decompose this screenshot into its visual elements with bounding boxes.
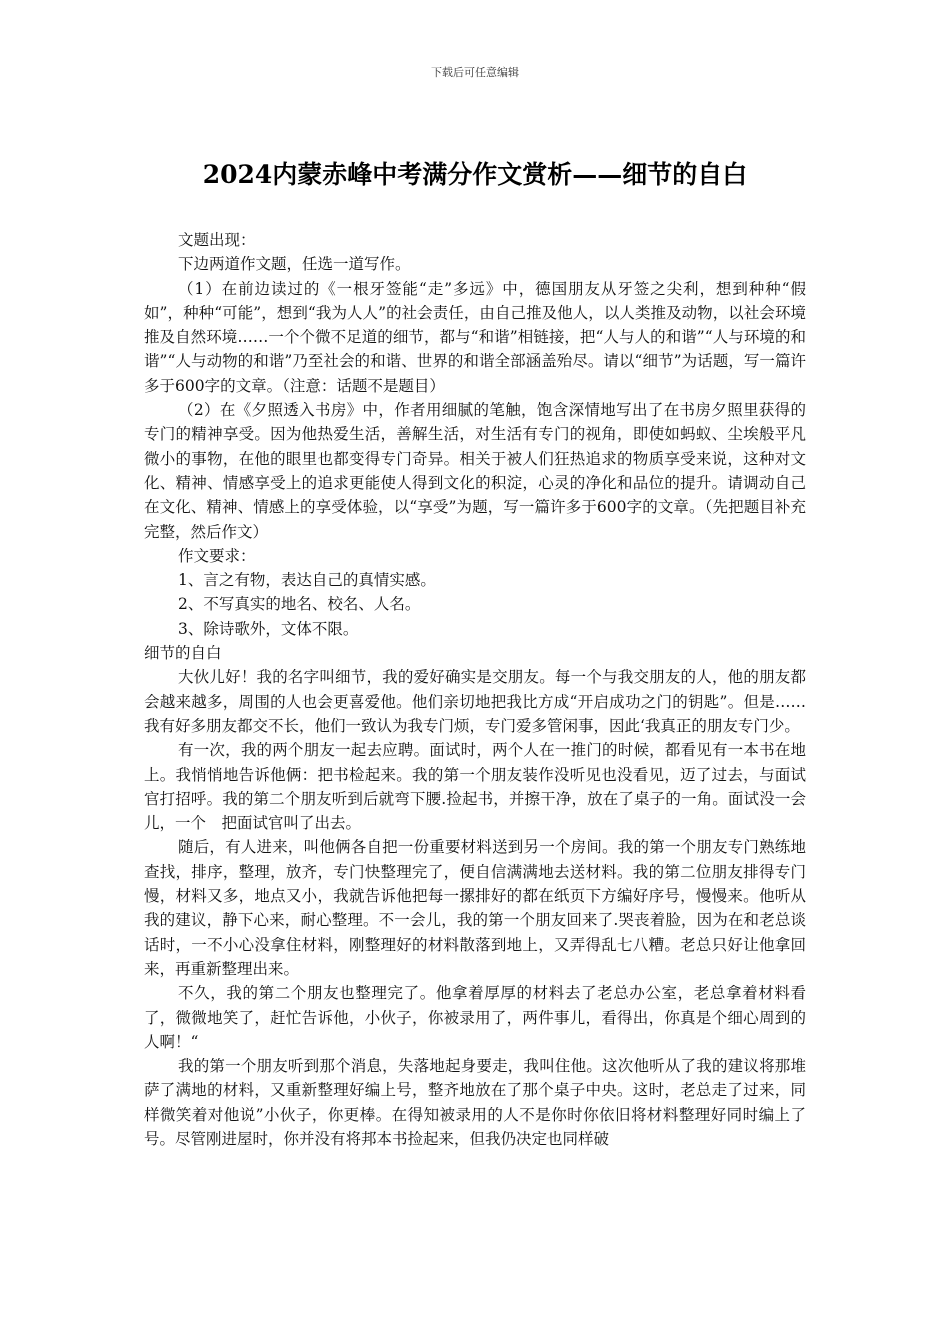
paragraph: 有一次，我的两个朋友一起去应聘。面试时，两个人在一推门的时候，都看见有一本书在地上。我悄悄地告诉他俩：把书检起来。我的第一个朋友装作没听见也没看见，迈了过去，与面试官打招呼。我的第二个朋友听到后就弯下腰.捡起书，并擦干净，放在了桌子的一角。面试没一会儿，一个 把面试官叫了出去。 [144,741,806,833]
header-note: 下载后可任意编辑 [431,66,519,79]
paragraph: 3、除诗歌外，文体不限。 [178,619,359,638]
paragraph: 大伙儿好！我的名字叫细节，我的爱好确实是交朋友。每一个与我交朋友的人，他的朋友都会越来越多，周围的人也会更喜爱他。他们亲切地把我比方成“开启成功之门的钥匙”。但是……我有好多朋友都交不长，他们一致认为我专门烦，专门爱多管闲事，因此‘我真正的朋友专门少。 [144,668,806,735]
paragraph: 我的第一个朋友听到那个消息，失落地起身要走，我叫住他。这次他听从了我的建议将那堆萨了满地的材料，又重新整理好编上号，整齐地放在了那个桌子中央。这时，老总走了过来，同样微笑着对他说”小伙子，你更棒。在得知被录用的人不是你时你依旧将材料整理好同时编上了号。尽管刚进屋时，你并没有将邦本书捡起来，但我仍决定也同样破 [144,1057,806,1148]
paragraph: （1）在前边读过的《一根牙签能“走”多远》中，德国朋友从牙签之尖利，想到种种“假如”，种种“可能”，想到“我为人人”的社会责任，由自己推及他人，以人类推及动物，以社会环境推及自然环境……一个个微不足道的细节，都与“和谐”相链接，把“人与人的和谐”“人与环境的和谐”“人与动物的和谐”乃至社会的和谐、世界的和谐全部涵盖殆尽。请以“细节”为话题，写一篇许多于600字的文章。（注意：话题不是题目） [144,279,806,395]
document-body [144,228,806,1151]
paragraph: 1、言之有物，表达自己的真情实感。 [178,571,436,590]
paragraph: 文题出现： [178,231,256,249]
page-title: 2024内蒙赤峰中考满分作文赏析——细节的自白 [202,160,748,189]
paragraph: 下边两道作文题，任选一道写作。 [178,255,411,274]
essay-title: 细节的自白 [144,644,222,663]
paragraph: （2）在《夕照透入书房》中，作者用细腻的笔触，饱含深情地写出了在书房夕照里获得的专门的精神享受。因为他热爱生活，善解生活，对生活有专门的视角，即使如蚂蚁、尘埃般平凡微小的事物，在他的眼里也都变得专门奇异。相关于被人们狂热追求的物质享受来说，这种对文化、精神、情感享受上的追求更能使人得到文化的积淀，心灵的净化和品位的提升。请调动自己在文化、精神、情感上的享受体验，以“享受”为题，写一篇许多于600字的文章。（先把题目补充完整，然后作文） [144,401,806,541]
paragraph: 不久，我的第二个朋友也整理完了。他拿着厚厚的材料去了老总办公室，老总拿着材料看了，微微地笑了，赶忙告诉他，小伙子，你被录用了，两件事儿，看得出，你真是个细心周到的人啊！“ [144,984,806,1051]
paragraph: 随后，有人进来，叫他俩各自把一份重要材料送到另一个房间。我的第一个朋友专门熟练地查找，排序，整理，放齐，专门快整理完了，便自信满满地去送材料。我的第二位朋友排得专门慢，材料又多，地点又小，我就告诉他把每一摞排好的都在纸页下方编好序号，慢慢来。他听从我的建议，静下心来，耐心整理。不一会儿，我的第一个朋友回来了.哭丧着脸，因为在和老总谈话时，一不小心没拿住材料，刚整理好的材料散落到地上，又弄得乱七八糟。老总只好让他拿回来，再重新整理出来。 [144,838,806,978]
paragraph: 作文要求： [178,546,256,565]
paragraph: 2、不写真实的地名、校名、人名。 [178,595,421,614]
